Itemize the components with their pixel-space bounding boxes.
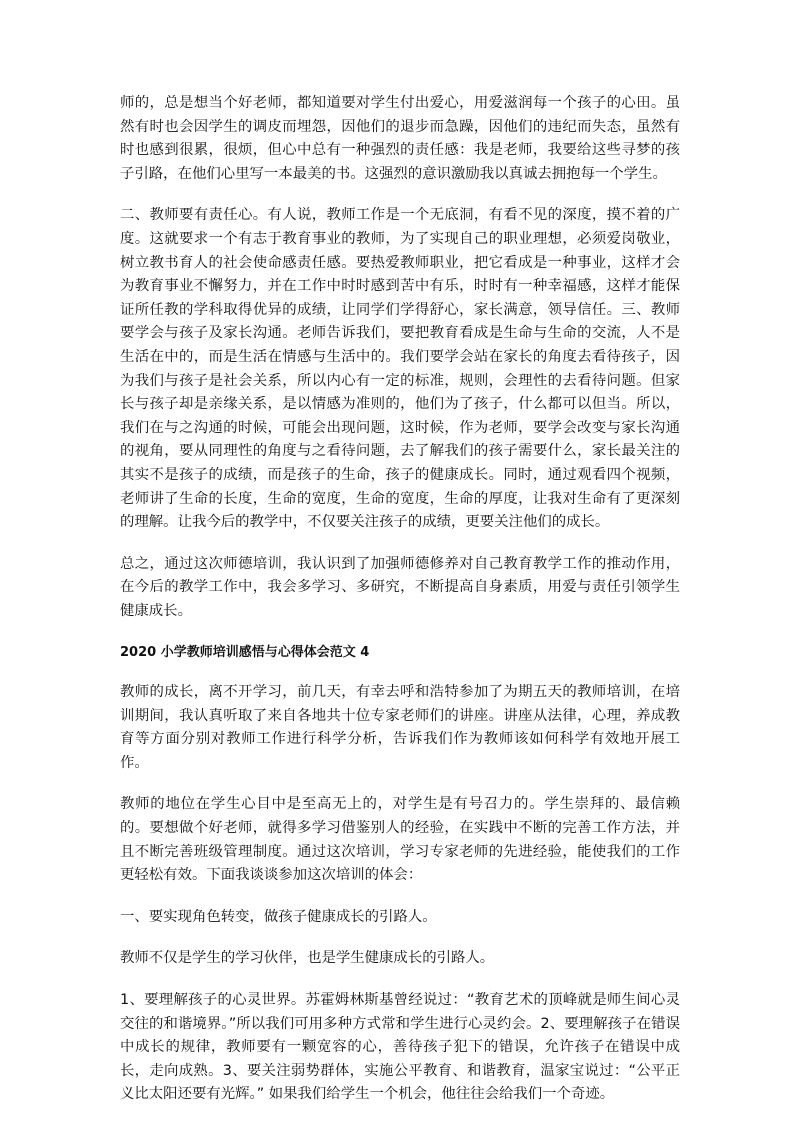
section-heading: 2020 小学教师培训感悟与心得体会范文 4 (120, 645, 370, 661)
paragraph: 教师的成长，离不开学习，前几天，有幸去呼和浩特参加了为期五天的教师培训，在培训期间，我认真听取了来自各地共十位专家老师们的讲座。讲座从法律，心理，养成教育等方面分别对教师工作进行科学分析，告诉我们作为教师该如何科学有效地开展工作。 (120, 684, 680, 771)
paragraph: 教师的地位在学生心目中是至高无上的，对学生是有号召力的。学生崇拜的、最信赖的。要想做个好老师，就得多学习借鉴别人的经验，在实践中不断的完善工作方法，并且不断完善班级管理制度。通过这次培训，学习专家老师的先进经验，能使我们的工作更轻松有效。下面我谈谈参加这次培训的体会： (120, 796, 680, 884)
paragraph: 一、要实现角色转变，做孩子健康成长的引路人。 (120, 908, 437, 925)
paragraph: 1、要理解孩子的心灵世界。苏霍姆林斯基曾经说过：“教育艺术的顶峰就是师生间心灵交往的和谐境界。”所以我们可用多种方式常和学生进行心灵约会。2、要理解孩子在错误中成长的规律，教师要有一颗宽容的心，善待孩子犯下的错误，允许孩子在错误中成长，走向成熟。3、要关注弱势群体，实施公平教育、和谐教育，温家宝说过：“公平正义比太阳还要有光辉。” 如果我们给学生一个机会，他往往会给我们一个奇迹。 (120, 992, 680, 1103)
paragraph: 教师不仅是学生的学习伙伴，也是学生健康成长的引路人。 (120, 950, 495, 967)
document-page (120, 92, 680, 1107)
paragraph: 师的，总是想当个好老师，都知道要对学生付出爱心，用爱滋润每一个孩子的心田。虽然有时也会因学生的调皮而埋怨，因他们的退步而急躁，因他们的违纪而失态，虽然有时也感到很累，很烦，但心中总有一种强烈的责任感：我是老师，我要给这些寻梦的孩子引路，在他们心里写一本最美的书。这强烈的意识激励我以真诚去拥抱每一个学生。 (120, 95, 680, 182)
paragraph: 总之，通过这次师德培训，我认识到了加强师德修养对自己教育教学工作的推动作用，在今后的教学工作中，我会多学习、多研究，不断提高自身素质，用爱与责任引领学生健康成长。 (120, 555, 680, 619)
paragraph: 二、教师要有责任心。有人说，教师工作是一个无底洞，有看不见的深度，摸不着的广度。这就要求一个有志于教育事业的教师，为了实现自己的职业理想，必须爱岗敬业，树立教书育人的社会使命感责任感。要热爱教师职业，把它看成是一种事业，这样才会为教育事业不懈努力，并在工作中时时感到苦中有乐，时时有一种幸福感，这样才能保证所任教的学科取得优异的成绩，让同学们学得舒心，家长满意，领导信任。三、教师要学会与孩子及家长沟通。老师告诉我们，要把教育看成是生命与生命的交流，人不是生活在中的，而是生活在情感与生活中的。我们要学会站在家长的角度去看待孩子，因为我们与孩子是社会关系，所以内心有一定的标准，规则，会理性的去看待问题。但家长与孩子却是亲缘关系，是以情感为准则的，他们为了孩子，什么都可以但当。所以，我们在与之沟通的时候，可能会出现问题，这时候，作为老师，要学会改变与家长沟通的视角，要从同理性的角度与之看待问题，去了解我们的孩子需要什么，家长最关注的其实不是孩子的成绩，而是孩子的生命，孩子的健康成长。同时，通过观看四个视频，老师讲了生命的长度，生命的宽度，生命的宽度，生命的厚度，让我对生命有了更深刻的理解。让我今后的教学中，不仅要关注孩子的成绩，更要关注他们的成长。 (120, 207, 680, 531)
